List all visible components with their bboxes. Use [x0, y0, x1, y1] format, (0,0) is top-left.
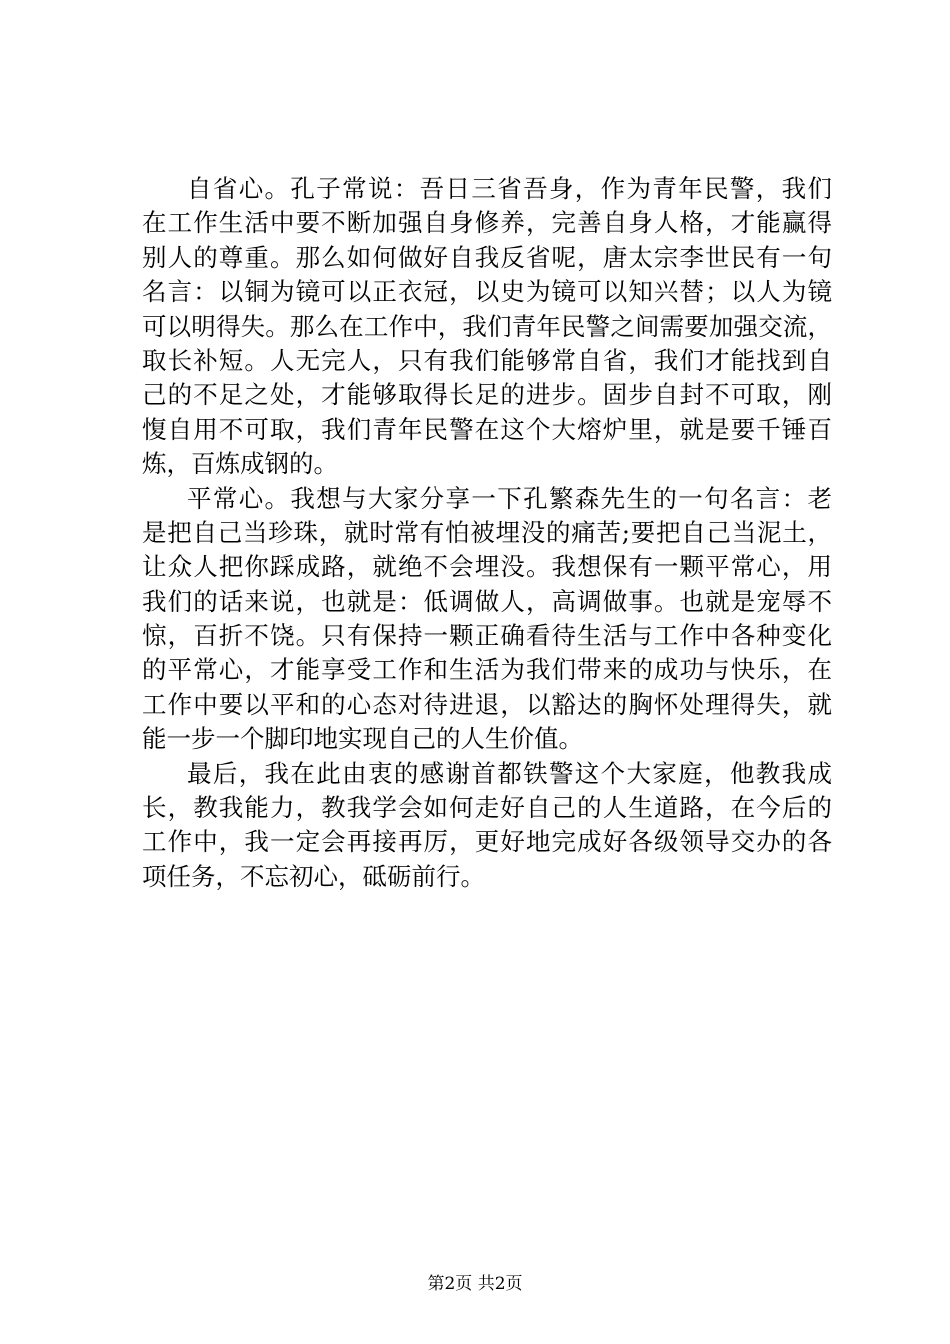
paragraph-line: 是把自己当珍珠，就时常有怕被埋没的痛苦;要把自己当泥土， — [142, 517, 832, 547]
paragraph-equanimity — [142, 482, 832, 757]
paragraph-line: 项任务，不忘初心，砥砺前行。 — [142, 861, 485, 891]
paragraph-line: 最后，我在此由衷的感谢首都铁警这个大家庭，他教我成 — [187, 758, 832, 788]
paragraph-line: 我们的话来说，也就是：低调做人，高调做事。也就是宠辱不 — [142, 586, 832, 616]
paragraph-line: 让众人把你踩成路，就绝不会埋没。我想保有一颗平常心，用 — [142, 552, 832, 582]
paragraph-self-reflection — [142, 172, 832, 482]
paragraph-line: 炼，百炼成钢的。 — [142, 449, 338, 479]
page-number-footer: 第2页 共2页 — [427, 1274, 523, 1294]
paragraph-line: 工作中要以平和的心态对待进退，以豁达的胸怀处理得失，就 — [142, 689, 832, 719]
paragraph-line: 惊，百折不饶。只有保持一颗正确看待生活与工作中各种变化 — [142, 621, 832, 651]
paragraph-line: 长，教我能力，教我学会如何走好自己的人生道路，在今后的 — [142, 793, 832, 823]
paragraph-line: 取长补短。人无完人，只有我们能够常自省，我们才能找到自 — [142, 345, 832, 375]
paragraph-line: 名言：以铜为镜可以正衣冠，以史为镜可以知兴替；以人为镜 — [142, 277, 832, 307]
paragraph-line: 别人的尊重。那么如何做好自我反省呢，唐太宗李世民有一句 — [142, 242, 832, 272]
paragraph-line: 平常心。我想与大家分享一下孔繁森先生的一句名言：老 — [187, 483, 832, 513]
paragraph-line: 可以明得失。那么在工作中，我们青年民警之间需要加强交流， — [142, 311, 832, 341]
paragraph-line: 的平常心，才能享受工作和生活为我们带来的成功与快乐，在 — [142, 655, 832, 685]
paragraph-line: 自省心。孔子常说：吾日三省吾身，作为青年民警，我们 — [187, 174, 832, 203]
paragraph-line: 己的不足之处，才能够取得长足的进步。固步自封不可取，刚 — [142, 380, 832, 410]
paragraph-line: 愎自用不可取，我们青年民警在这个大熔炉里，就是要千锤百 — [142, 414, 832, 444]
document-body — [142, 172, 832, 894]
paragraph-line: 工作中，我一定会再接再厉，更好地完成好各级领导交办的各 — [142, 827, 832, 857]
paragraph-closing — [142, 757, 832, 895]
paragraph-line: 在工作生活中要不断加强自身修养，完善自身人格，才能赢得 — [142, 208, 832, 238]
paragraph-line: 能一步一个脚印地实现自己的人生价值。 — [142, 724, 583, 754]
